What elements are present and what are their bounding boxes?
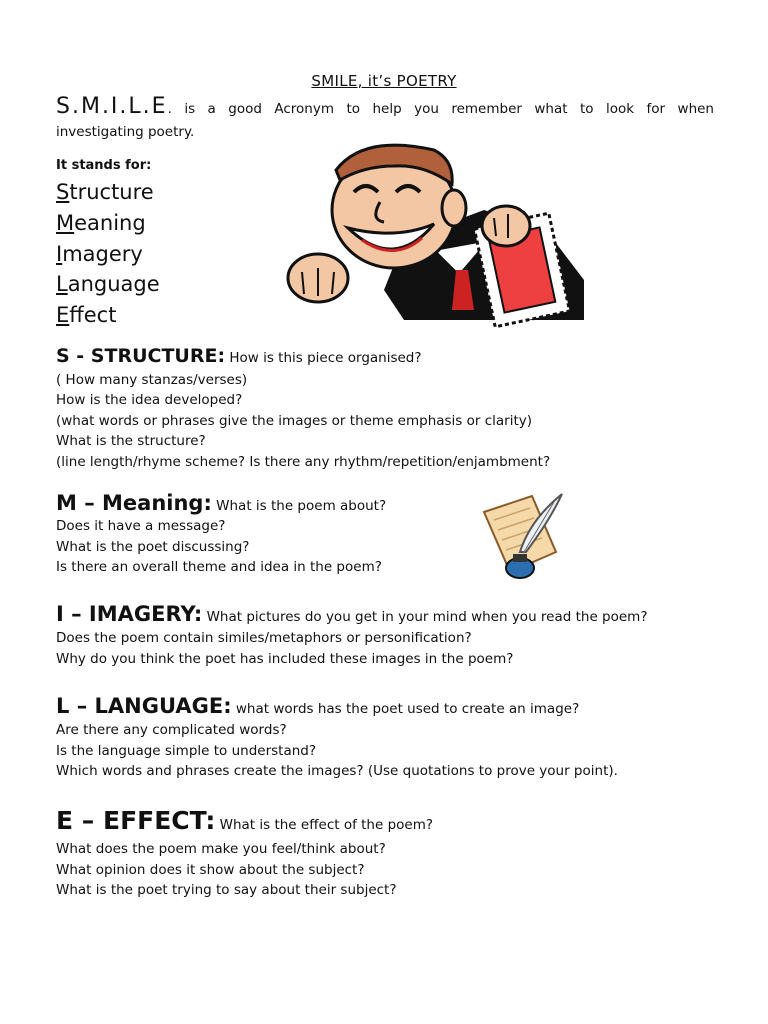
acronym-initial: I [56,242,63,266]
section-heading-meaning [56,491,386,515]
acronym-rest: magery [62,242,143,266]
acronym-word-effect [56,303,116,327]
intro-paragraph [56,96,714,120]
heading-question: How is this piece organised? [225,350,422,366]
acronym-rest: ffect [69,303,117,327]
heading-text: I – IMAGERY [56,602,194,626]
meaning-line: What is the poet discussing? [56,539,250,555]
heading-question: What is the effect of the poem? [215,817,434,833]
stands-for-label: It stands for: [56,158,152,173]
acronym-rest: tructure [69,180,154,204]
heading-text: E – EFFECT: [56,806,216,835]
quill-ink-illustration [480,490,568,582]
language-line: Are there any complicated words? [56,722,287,738]
heading-text: M – Meaning: [56,491,212,515]
section-heading-effect [56,806,433,835]
effect-line: What is the poet trying to say about their subject? [56,882,397,898]
acronym-word-structure [56,180,154,204]
meaning-line: Does it have a message? [56,518,226,534]
acronym-word-meaning [56,211,146,235]
heading-colon: : [193,602,203,626]
heading-text: L – LANGUAGE: [56,694,232,718]
section-heading-structure [56,345,422,367]
acronym-initial: M [56,211,75,235]
effect-line: What opinion does it show about the subject? [56,862,365,878]
acronym-rest: eaning [74,211,146,235]
language-line: Is the language simple to understand? [56,743,317,759]
acronym-initial: L [56,272,68,296]
acronym-initial: S [56,180,70,204]
heading-question: What pictures do you get in your mind when you read the poem? [202,609,648,625]
acronym-initial: E [56,303,70,327]
section-heading-language [56,694,579,718]
effect-line: What does the poem make you feel/think about? [56,841,386,857]
structure-line: (what words or phrases give the images or theme emphasis or clarity) [56,413,533,429]
structure-line: ( How many stanzas/verses) [56,372,248,388]
meaning-line: Is there an overall theme and idea in the poem? [56,559,382,575]
section-heading-imagery [56,602,648,626]
structure-line: What is the structure? [56,433,206,449]
structure-line: (line length/rhyme scheme? Is there any rhythm/repetition/enjambment? [56,454,551,470]
page-title: SMILE, it’s POETRY [311,72,457,90]
heading-text: S - STRUCTURE [56,345,218,367]
imagery-line: Does the poem contain similes/metaphors or personification? [56,630,472,646]
heading-question: What is the poem about? [211,498,387,514]
acronym-word-imagery [56,242,143,266]
intro-text-continued: investigating poetry. [56,124,195,140]
imagery-line: Why do you think the poet has included these images in the poem? [56,651,514,667]
acronym: S.M.I.L.E [56,94,168,119]
smiling-man-stamp-illustration [284,140,590,332]
structure-line: How is the idea developed? [56,392,243,408]
language-line: Which words and phrases create the images? (Use quotations to prove your point). [56,763,618,779]
intro-text: . is a good Acronym to help you remember what to look for when [167,101,714,117]
acronym-word-language [56,272,160,296]
heading-question: what words has the poet used to create an image? [231,701,580,717]
heading-colon: : [217,345,226,367]
acronym-rest: anguage [67,272,160,296]
